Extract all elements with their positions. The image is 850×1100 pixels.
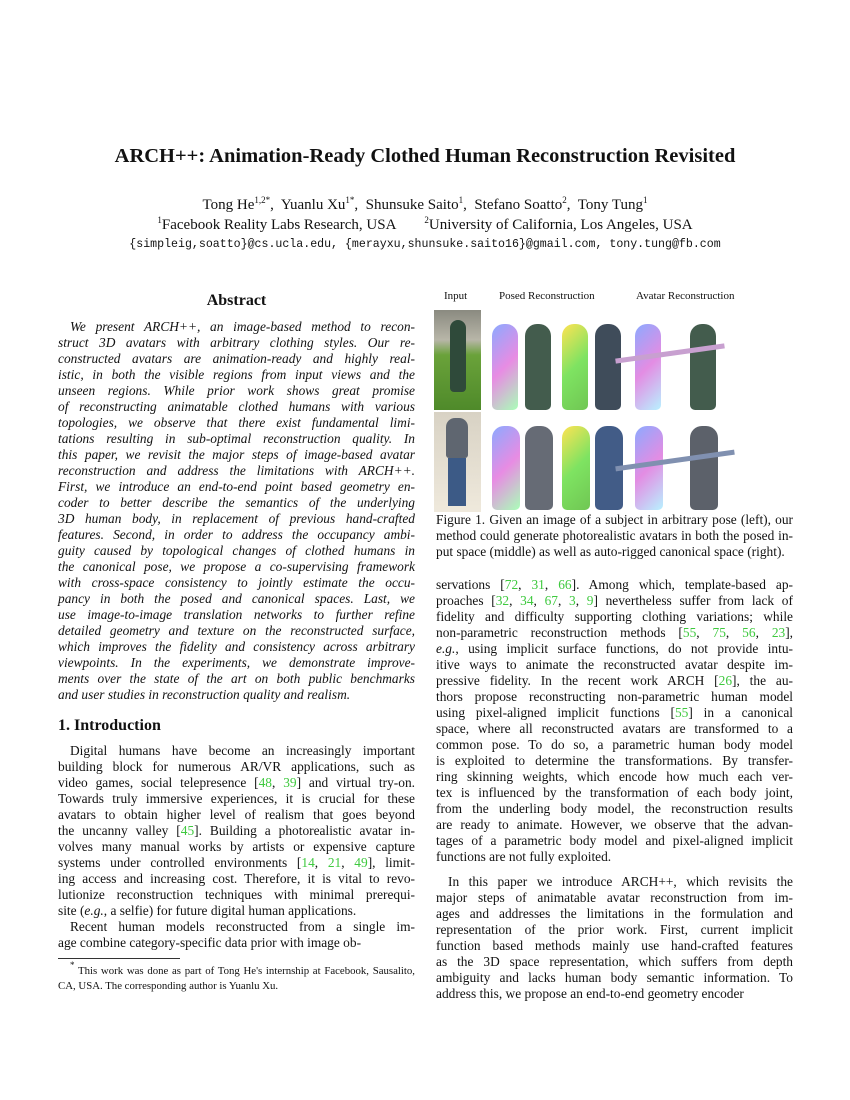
text-line: ambiguity and lacks human body semantic information. To: [436, 970, 793, 985]
text-line: unseen regions. While prior work shows great promise: [58, 383, 415, 398]
introduction-body-left: [58, 743, 415, 951]
citation-link[interactable]: 21: [327, 855, 342, 870]
reconstruction-figure-woman: [595, 324, 621, 410]
text-line: pancy in both the posed and canonical spaces. Last, we: [58, 591, 415, 606]
text-line: coder to better describe the semantics of the underlying: [58, 495, 415, 510]
text-line: which improves the fidelity and consistency across arbitrary: [58, 639, 415, 654]
text-line: using pixel-aligned implicit functions [55] in a canonical: [436, 705, 793, 720]
input-subject-woman: [450, 320, 466, 392]
citation-link[interactable]: 48: [258, 775, 272, 790]
text-line: tages of a parametric body model and pixel-aligned implicit: [436, 833, 793, 848]
citation-link[interactable]: 67: [544, 593, 558, 608]
figure-label-input: Input: [444, 290, 468, 302]
text-line: video games, social telepresence [48, 39] and virtual try-on.: [58, 775, 415, 790]
citation-link[interactable]: 55: [682, 625, 697, 640]
citation-link[interactable]: 55: [674, 705, 689, 720]
text-line: with cross-space consistency to jointly estimate the occu-: [58, 575, 415, 590]
text-line: ages and addresses the limitations in the formulation and: [436, 906, 793, 921]
author-affiliation-mark: 1*: [345, 195, 355, 205]
text-line: 3D human body, in replacement of previous hand-crafted: [58, 511, 415, 526]
text-line: servations [72, 31, 66]. Among which, template-based ap-: [436, 577, 794, 592]
reconstruction-figure-woman: [562, 324, 588, 410]
citation-link[interactable]: 3: [569, 593, 576, 608]
text-line: functions are not fully exploited.: [436, 849, 612, 864]
text-line: from the underling body model, the reconstruction results: [436, 801, 793, 816]
text-line: Towards truly immersive experiences, it is crucial for these: [58, 791, 415, 806]
author-name: Yuanlu $Xu^{1*}$: [280, 195, 355, 213]
reconstruction-figure-man: [492, 426, 520, 510]
text-line: Digital humans have become an increasingly important: [70, 743, 415, 758]
text-line: tex is influenced by the transformation of each body joint,: [436, 785, 793, 800]
reconstruction-figure-man: [562, 426, 590, 510]
text-line: istic, in both the visible regions from input views and the: [58, 367, 415, 382]
author-affiliation-mark: 1,2*: [254, 195, 271, 205]
text-line: In this paper we introduce ARCH++, which revisits the: [448, 874, 793, 889]
text-line: as the 3D space representation, which suffers from depth: [436, 954, 793, 969]
reconstruction-figure-man: [690, 426, 718, 510]
author-list: Tong $He^{1,2*}$, Yuanlu $Xu^{1*}$, Shunsuke Saito$^1$, Stefano Soatto$^2$, Tony Tung$^1$: [202, 195, 648, 213]
text-line: this paper, we revisit the major steps of image-based avatar: [58, 447, 415, 462]
text-line: e.g., using implicit surface functions, do not provide intu-: [436, 641, 793, 656]
text-line: We present ARCH++, an image-based method to recon-: [70, 319, 415, 334]
text-line: representation of the prior work. First, current implicit: [436, 922, 793, 937]
text-line: function based methods mainly use hand-crafted features: [436, 938, 793, 953]
text-line: thors propose reconstructing non-parametric human model: [436, 689, 793, 704]
text-line: fidelity and difficulty supporting clothing variations; while: [436, 609, 793, 624]
text-line: ments over the state of the art on both public benchmarks: [58, 671, 415, 686]
citation-link[interactable]: 32: [495, 593, 510, 608]
footnote-rule: [58, 958, 180, 959]
caption-line: method could generate photorealistic avatars in both the posed in-: [436, 528, 793, 543]
text-line: ing access and increasing cost. Therefore, it is vital to revo-: [58, 871, 415, 886]
citation-link[interactable]: 23: [771, 625, 786, 640]
reconstruction-figure-woman: [525, 324, 551, 410]
figure-column-labels: [436, 290, 793, 304]
text-line: viewpoints. In the experiments, we demonstrate improve-: [58, 655, 415, 670]
reconstruction-figure-man: [525, 426, 553, 510]
text-line: features. Second, in order to address the occupancy ambi-: [58, 527, 415, 542]
citation-link[interactable]: 14: [301, 855, 315, 870]
input-subject-man-top: [446, 418, 468, 458]
caption-line: Figure 1. Given an image of a subject in arbitrary pose (left), our: [436, 512, 793, 527]
author-name: Shunsuke Saito$^1$: [365, 195, 464, 213]
text-line: use image-to-image translation networks to further refine: [58, 607, 415, 622]
citation-link[interactable]: 72: [504, 577, 519, 592]
text-line: reconstruction and address the limitations with ARCH++.: [58, 463, 415, 478]
citation-link[interactable]: 56: [742, 625, 756, 640]
citation-link[interactable]: 39: [283, 775, 297, 790]
author-name: Tony Tung$^1$: [577, 195, 648, 213]
author-name: Tong $He^{1,2*}$: [202, 195, 271, 213]
text-line: is exploited to determine the transformations. By transfer-: [436, 753, 793, 768]
text-line: constructed avatars are animation-ready and highly real-: [58, 351, 415, 366]
text-line: space, where all reconstructed avatars are transformed to a: [436, 721, 793, 736]
abstract-body: [58, 319, 415, 703]
text-line: First, we introduce an end-to-end point based geometry en-: [58, 479, 415, 494]
text-line: detailed geometry and texture on the reconstructed surface,: [58, 623, 415, 638]
footnote-mark: *: [70, 960, 75, 970]
affiliations: [0, 217, 850, 234]
text-line: common pose. To do so, a parametric human body model: [436, 737, 793, 752]
reconstruction-figure-woman: [690, 324, 716, 410]
figure-label-posed: Posed Reconstruction: [499, 290, 595, 302]
text-line: site (e.g., a selfie) for future digital human applications.: [58, 903, 357, 918]
affiliation: $^1$Facebook Reality Labs Research, USA: [157, 215, 397, 233]
text-line: struct 3D avatars with arbitrary clothing styles. Our re-: [58, 335, 415, 350]
abstract-heading: Abstract: [206, 292, 267, 309]
figure-1-caption: [436, 512, 793, 560]
introduction-body-right: [436, 577, 793, 1002]
text-line: major steps of animatable avatar reconstruction from im-: [436, 890, 793, 905]
footnote: [58, 960, 415, 993]
text-line: volves many manual works by artists or expensive capture: [58, 839, 415, 854]
caption-line: put space (middle) as well as auto-rigged canonical space (right).: [436, 544, 785, 559]
text-line: lutionize reconstruction techniques with minimal prerequi-: [58, 887, 415, 902]
citation-link[interactable]: 49: [354, 855, 368, 870]
author-affiliation-mark: 1: [458, 195, 464, 205]
citation-link[interactable]: 66: [558, 577, 572, 592]
reconstruction-figure-woman: [492, 324, 518, 410]
citation-link[interactable]: 34: [520, 593, 534, 608]
figure-1-image: [430, 306, 750, 512]
citation-link[interactable]: 9: [586, 593, 594, 608]
author-affiliation-mark: 2: [562, 195, 567, 205]
citation-link[interactable]: 26: [718, 673, 733, 688]
text-line: proaches [32, 34, 67, 3, 9] nevertheless suffer from lack of: [436, 593, 793, 608]
text-line: non-parametric reconstruction methods [55, 75, 56, 23],: [436, 625, 794, 640]
citation-link[interactable]: 75: [712, 625, 726, 640]
paper-title: ARCH++: Animation-Ready Clothed Human Reconstruction Revisited: [114, 145, 736, 167]
reconstruction-figure-woman: [635, 324, 661, 410]
text-line: Recent human models reconstructed from a single im-: [70, 919, 415, 934]
text-line: tations resulting in sub-optimal reconstruction quality. In: [58, 431, 415, 446]
introduction-heading: 1. Introduction: [58, 717, 161, 734]
figure-label-avatar: Avatar Reconstruction: [636, 290, 735, 302]
text-line: avatars to obtain higher level of realism that goes beyond: [58, 807, 415, 822]
citation-link[interactable]: 31: [531, 577, 545, 592]
text-line: age combine category-specific data prior with image ob-: [58, 935, 362, 950]
affiliation: $^2$University of California, Los Angeles, USA: [424, 215, 693, 233]
text-line: the uncanny valley [45]. Building a photorealistic avatar in-: [58, 823, 415, 838]
text-line: of reconstructing animatable clothed humans with various: [58, 399, 415, 414]
author-affiliation-mark: 1: [642, 195, 648, 205]
citation-link[interactable]: 45: [180, 823, 195, 838]
text-line: systems under controlled environments [14, 21, 49], limit-: [58, 855, 415, 870]
footnote-text: This work was done as part of Tong He's internship at Facebook, Sausalito, CA, USA. The corresponding author is Yuanlu Xu.: [58, 965, 415, 992]
text-line: the canonical pose, we propose a co-supervising framework: [58, 559, 415, 574]
text-line: ring skinning weights, which encode how much each ver-: [436, 769, 793, 784]
text-line: topologies, we observe that there exist fundamental limi-: [58, 415, 415, 430]
author-emails: {simpleig,soatto}@cs.ucla.edu, {merayxu,shunsuke.saito16}@gmail.com, tony.tung@fb.com: [129, 238, 721, 251]
text-line: building block for numerous AR/VR applications, such as: [58, 759, 415, 774]
input-subject-man-legs: [448, 458, 466, 506]
text-line: and user studies in reconstruction quality and realism.: [58, 687, 351, 702]
text-line: are ready to animate. However, we observe that the advan-: [436, 817, 793, 832]
author-name: Stefano Soatto$^2$: [474, 195, 567, 213]
text-line: pressive fidelity. In the recent work ARCH [26], the au-: [436, 673, 793, 688]
text-line: itive ways to animate the reconstructed avatar despite im-: [436, 657, 793, 672]
text-line: address this, we propose an end-to-end geometry encoder: [436, 986, 744, 1001]
text-line: guity caused by topological changes of clothed humans in: [58, 543, 415, 558]
